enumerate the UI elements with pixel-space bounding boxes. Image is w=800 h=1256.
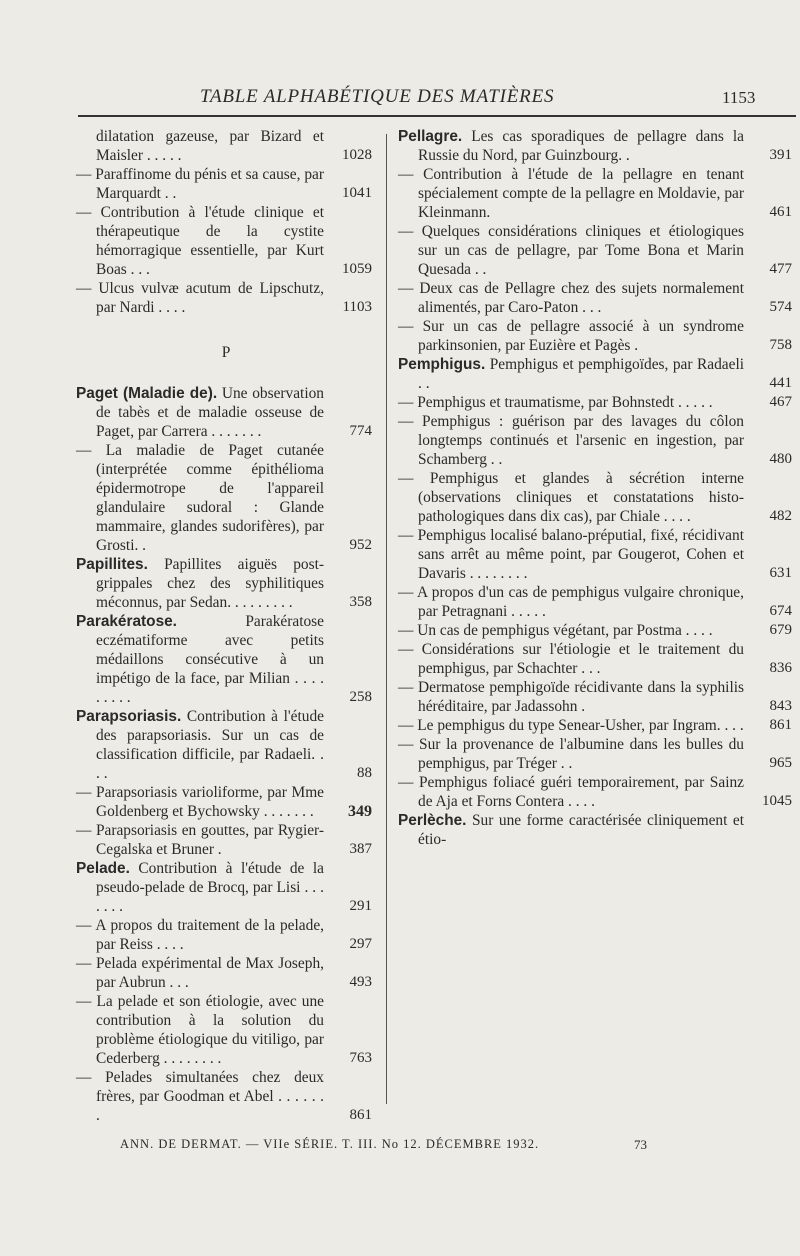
entry-text: — Parapsoriasis en gouttes, par Rygier-Cegalska et Bruner . (76, 822, 324, 858)
entry-text: Parakératose eczématiforme avec petits médaillons consécutive à un impétigo de la face, par Milian . . . . . . . . . (96, 613, 324, 706)
index-entry (398, 811, 796, 849)
entry-text: Une observation de tabès et de maladie osseuse de Paget, par Carrera . . . . . . . (96, 385, 324, 440)
entry-page-number: 861 (349, 1107, 372, 1123)
index-entry (76, 707, 376, 783)
index-entry (76, 555, 376, 612)
entry-text: — Un cas de pemphigus végétant, par Postma . . . . (398, 622, 713, 639)
column-divider (386, 134, 387, 1104)
index-entry (398, 317, 796, 355)
entry-text: — Pemphigus : guérison par des lavages du côlon longtemps continués et l'arsenic en ingestion, par Schamberg . . (398, 413, 744, 468)
entry-page-number: 349 (348, 803, 372, 820)
entry-page-number: 88 (357, 765, 372, 781)
index-entry (398, 678, 796, 716)
entry-text: — Contribution à l'étude de la pellagre en tenant spécialement compte de la pellagre en Moldavie, par Kleinmann. (398, 166, 744, 221)
index-entry (398, 735, 796, 773)
entry-heading: Parakératose. (76, 613, 177, 630)
header-rule (78, 115, 796, 117)
index-entry (398, 355, 796, 393)
entry-text: — Pemphigus foliacé guéri temporairement, par Sainz de Aja et Forns Contera . . . . (398, 774, 744, 810)
entry-text: — Pemphigus et traumatisme, par Bohnstedt . . . . . (398, 394, 713, 411)
right-main-entries (398, 127, 796, 849)
index-entry (76, 954, 376, 992)
entry-page-number: 631 (769, 565, 792, 581)
entry-text: Contribution à l'étude des parapsoriasis. Sur un cas de classification difficile, par Radaeli. . . . (96, 708, 324, 782)
entry-page-number: 763 (349, 1050, 372, 1066)
index-entry (398, 621, 796, 640)
entry-page-number: 1045 (762, 793, 792, 809)
index-entry (76, 612, 376, 707)
index-entry (398, 773, 796, 811)
entry-heading: Papillites. (76, 556, 148, 573)
page-number: 1153 (722, 88, 756, 107)
entry-page-number: 258 (349, 689, 372, 705)
entry-text: — La maladie de Paget cutanée (interprétée comme épithélioma épidermotrope de l'appareil glandulaire sudoral : Glande mammaire, glandes sudorifères), par Grosti. . (76, 442, 324, 554)
entry-page-number: 477 (769, 261, 792, 277)
entry-text: Les cas sporadiques de pellagre dans la Russie du Nord, par Guinzbourg. . (418, 128, 744, 164)
index-entry (76, 783, 376, 821)
running-title: TABLE ALPHABÉTIQUE DES MATIÈRES (200, 86, 555, 107)
index-entry (398, 222, 796, 279)
index-entry (398, 412, 796, 469)
entry-page-number: 1103 (342, 299, 372, 315)
index-entry (76, 1068, 376, 1125)
entry-text: — A propos d'un cas de pemphigus vulgaire chronique, par Petragnani . . . . . (398, 584, 744, 620)
entry-page-number: 574 (769, 299, 792, 315)
entry-heading: Pellagre. (398, 128, 463, 145)
index-entry (398, 640, 796, 678)
entry-page-number: 679 (769, 622, 792, 638)
entry-page-number: 358 (349, 594, 372, 610)
entry-page-number: 843 (769, 698, 792, 714)
entry-page-number: 1028 (342, 147, 372, 163)
entry-page-number: 952 (349, 537, 372, 553)
entry-page-number: 758 (769, 337, 792, 353)
entry-page-number: 391 (769, 147, 792, 163)
entry-page-number: 461 (769, 204, 792, 220)
entry-text: — A propos du traitement de la pelade, par Reiss . . . . (76, 917, 324, 953)
entry-page-number: 482 (769, 508, 792, 524)
entry-page-number: 1041 (342, 185, 372, 201)
index-entry (398, 393, 796, 412)
index-entry (76, 203, 376, 279)
entry-text: — Le pemphigus du type Senear-Usher, par Ingram. . . . (398, 717, 744, 734)
entry-text: — Pelada expérimental de Max Joseph, par Aubrun . . . (76, 955, 324, 991)
letter-heading: P (221, 344, 231, 361)
entry-page-number: 467 (769, 394, 792, 410)
entry-text: — Deux cas de Pellagre chez des sujets normalement alimentés, par Caro-Paton . . . (398, 280, 744, 316)
index-entry (398, 469, 796, 526)
entry-text: Contribution à l'étude de la pseudo-pelade de Brocq, par Lisi . . . . . . . (96, 860, 324, 915)
entry-text: — Sur la provenance de l'albumine dans les bulles du pemphigus, par Tréger . . (398, 736, 744, 772)
entry-page-number: 441 (769, 375, 792, 391)
entry-heading: Pemphigus. (398, 356, 486, 373)
entry-text: — Contribution à l'étude clinique et thérapeutique de la cystite hémorragique essentielle, par Kurt Boas . . . (76, 204, 324, 278)
index-entry (76, 384, 376, 441)
entry-text: — Paraffinome du pénis et sa cause, par Marquardt . . (76, 166, 324, 202)
index-entry (76, 916, 376, 954)
index-entry (398, 127, 796, 165)
footer-citation: ANN. DE DERMAT. — VIIe SÉRIE. T. III. No 12. DÉCEMBRE 1932. (120, 1137, 540, 1151)
entry-heading: Paget (Maladie de). (76, 385, 218, 402)
left-column (76, 127, 376, 1125)
right-column (398, 127, 796, 849)
index-entry (76, 992, 376, 1068)
entry-heading: Pelade. (76, 860, 130, 877)
index-entry (398, 526, 796, 583)
index-entry (76, 859, 376, 916)
entry-text: — Pelades simultanées chez deux frères, par Goodman et Abel . . . . . . . (76, 1069, 324, 1124)
entry-text: — Parapsoriasis varioliforme, par Mme Goldenberg et Bychowsky . . . . . . . (76, 784, 324, 820)
index-entry (398, 716, 796, 735)
entry-text: — Pemphigus localisé balano-préputial, fixé, récidivant sans arrêt au même point, par Gougerot, Cohen et Davaris . . . . . . . . (398, 527, 744, 582)
entry-page-number: 387 (349, 841, 372, 857)
entry-text: Sur une forme caractérisée cliniquement et étio- (418, 812, 744, 848)
index-entry (398, 279, 796, 317)
entry-text: dilatation gazeuse, par Bizard et Maisler . . . . . (96, 128, 324, 164)
index-entry (76, 127, 376, 165)
entry-text: — Ulcus vulvæ acutum de Lipschutz, par Nardi . . . . (76, 280, 324, 316)
entry-text: — Dermatose pemphigoïde récidivante dans la syphilis héréditaire, par Jadassohn . (398, 679, 744, 715)
entry-page-number: 965 (769, 755, 792, 771)
entry-text: Papillites aiguës post-grippales chez des syphilitiques méconnus, par Sedan. . . . . . . . . (96, 556, 324, 611)
index-entry (398, 165, 796, 222)
entry-page-number: 1059 (342, 261, 372, 277)
entry-page-number: 774 (349, 423, 372, 439)
entry-page-number: 480 (769, 451, 792, 467)
entry-text: — Sur un cas de pellagre associé à un syndrome parkinsonien, par Euzière et Pagès . (398, 318, 744, 354)
entry-page-number: 674 (769, 603, 792, 619)
index-entry (76, 279, 376, 317)
index-entry (76, 165, 376, 203)
entry-page-number: 836 (769, 660, 792, 676)
entry-text: — Quelques considérations cliniques et étiologiques sur un cas de pellagre, par Tome Bona et Marin Quesada . . (398, 223, 744, 278)
left-main-entries (76, 384, 376, 1125)
entry-heading: Parapsoriasis. (76, 708, 182, 725)
entry-page-number: 297 (349, 936, 372, 952)
entry-page-number: 291 (349, 898, 372, 914)
entry-text: — Pemphigus et glandes à sécrétion interne (observations cliniques et constatations histo-pathologiques dans dix cas), par Chiale . . . . (398, 470, 744, 525)
index-entry (76, 821, 376, 859)
entry-heading: Perlèche. (398, 812, 467, 829)
index-entry (76, 441, 376, 555)
entry-page-number: 493 (349, 974, 372, 990)
entry-text: — Considérations sur l'étiologie et le traitement du pemphigus, par Schachter . . . (398, 641, 744, 677)
entry-text: — La pelade et son étiologie, avec une contribution à la solution du problème étiologique du vitiligo, par Cederberg . . . . . . . . (76, 993, 324, 1067)
index-entry (398, 583, 796, 621)
entry-text: Pemphigus et pemphigoïdes, par Radaeli . . (418, 356, 744, 392)
entry-page-number: 861 (769, 717, 792, 733)
left-top-entries (76, 127, 376, 317)
footer-number: 73 (634, 1137, 647, 1152)
